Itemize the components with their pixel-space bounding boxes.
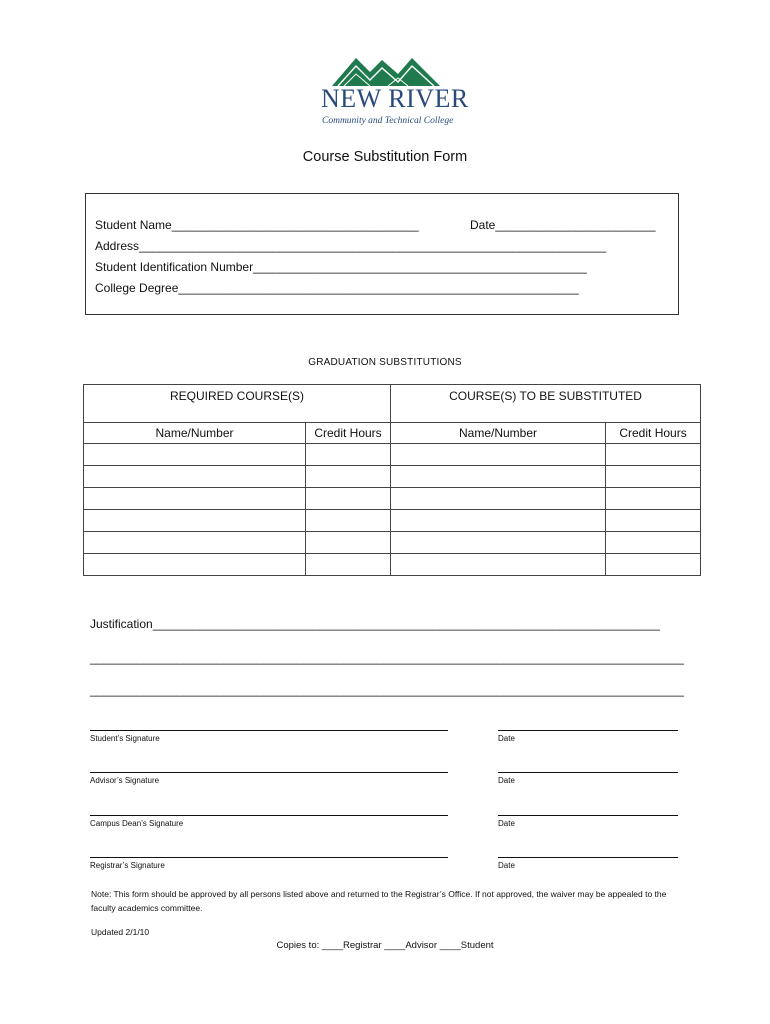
substituted-courses-header: COURSE(S) TO BE SUBSTITUTED bbox=[391, 385, 701, 423]
advisor-signature-label: Advisor’s Signature bbox=[90, 776, 160, 785]
advisor-signature-line[interactable] bbox=[90, 772, 448, 773]
course-table bbox=[83, 384, 701, 576]
campus-dean-date-label: Date bbox=[498, 819, 515, 828]
registrar-signature-line[interactable] bbox=[90, 857, 448, 858]
student-date-line[interactable] bbox=[498, 730, 678, 731]
table-cell[interactable] bbox=[84, 554, 306, 576]
table-row bbox=[84, 444, 701, 466]
table-cell[interactable] bbox=[84, 466, 306, 488]
form-title: Course Substitution Form bbox=[302, 149, 468, 165]
table-cell[interactable] bbox=[391, 444, 606, 466]
table-cell[interactable] bbox=[606, 554, 701, 576]
table-cell[interactable] bbox=[606, 466, 701, 488]
updated-date: Updated 2/1/10 bbox=[91, 927, 150, 937]
campus-dean-signature-label: Campus Dean’s Signature bbox=[90, 819, 184, 828]
table-cell[interactable] bbox=[306, 510, 391, 532]
table-cell[interactable] bbox=[306, 444, 391, 466]
table-row bbox=[84, 532, 701, 554]
table-cell[interactable] bbox=[391, 488, 606, 510]
table-cell[interactable] bbox=[306, 554, 391, 576]
table-row bbox=[84, 510, 701, 532]
advisor-date-label: Date bbox=[498, 776, 515, 785]
col-name-number: Name/Number bbox=[84, 423, 306, 444]
table-cell[interactable] bbox=[391, 466, 606, 488]
justification-line-2[interactable]: _________________________________________________________________________________________ bbox=[90, 651, 684, 665]
table-row bbox=[84, 466, 701, 488]
approval-note: Note: This form should be approved by all persons listed above and returned to the Registrar’s Office. If not approved, the waiver may be appealed to the faculty academics committee. bbox=[91, 889, 667, 913]
col-name-number-substituted: Name/Number bbox=[391, 423, 606, 444]
justification-line-3[interactable]: _________________________________________________________________________________________ bbox=[90, 683, 684, 697]
campus-dean-date-line[interactable] bbox=[498, 815, 678, 816]
student-date-label: Date bbox=[498, 734, 515, 743]
campus-dean-signature-line[interactable] bbox=[90, 815, 448, 816]
justification-field[interactable]: Justification____________________________________________________________________________ bbox=[90, 617, 660, 631]
college-degree-field[interactable]: College Degree____________________________________________________________ bbox=[95, 281, 579, 295]
table-cell[interactable] bbox=[606, 510, 701, 532]
student-signature-label: Student’s Signature bbox=[90, 734, 160, 743]
student-signature-line[interactable] bbox=[90, 730, 448, 731]
table-cell[interactable] bbox=[391, 554, 606, 576]
student-id-field[interactable]: Student Identification Number__________________________________________________ bbox=[95, 260, 587, 274]
table-row bbox=[84, 488, 701, 510]
table-cell[interactable] bbox=[391, 532, 606, 554]
registrar-date-line[interactable] bbox=[498, 857, 678, 858]
table-cell[interactable] bbox=[306, 488, 391, 510]
table-cell[interactable] bbox=[606, 532, 701, 554]
advisor-date-line[interactable] bbox=[498, 772, 678, 773]
table-cell[interactable] bbox=[84, 488, 306, 510]
student-name-field[interactable]: Student Name_____________________________________ bbox=[95, 218, 419, 232]
table-cell[interactable] bbox=[84, 444, 306, 466]
registrar-date-label: Date bbox=[498, 861, 515, 870]
copies-to: Copies to: ____Registrar ____Advisor ____Student bbox=[276, 940, 494, 951]
table-row bbox=[84, 554, 701, 576]
col-credit-hours: Credit Hours bbox=[306, 423, 391, 444]
registrar-signature-label: Registrar’s Signature bbox=[90, 861, 165, 870]
col-credit-hours-substituted: Credit Hours bbox=[606, 423, 701, 444]
date-field[interactable]: Date________________________ bbox=[470, 218, 656, 232]
table-cell[interactable] bbox=[84, 510, 306, 532]
table-cell[interactable] bbox=[606, 444, 701, 466]
logo-name: NEW RIVER bbox=[321, 84, 469, 113]
student-info-box bbox=[85, 193, 679, 315]
logo-subtitle: Community and Technical College bbox=[322, 116, 454, 126]
table-cell[interactable] bbox=[306, 532, 391, 554]
table-cell[interactable] bbox=[84, 532, 306, 554]
table-cell[interactable] bbox=[391, 510, 606, 532]
section-title: GRADUATION SUBSTITUTIONS bbox=[308, 357, 462, 368]
table-cell[interactable] bbox=[606, 488, 701, 510]
table-cell[interactable] bbox=[306, 466, 391, 488]
required-courses-header: REQUIRED COURSE(S) bbox=[84, 385, 391, 423]
address-field[interactable]: Address______________________________________________________________________ bbox=[95, 239, 607, 253]
